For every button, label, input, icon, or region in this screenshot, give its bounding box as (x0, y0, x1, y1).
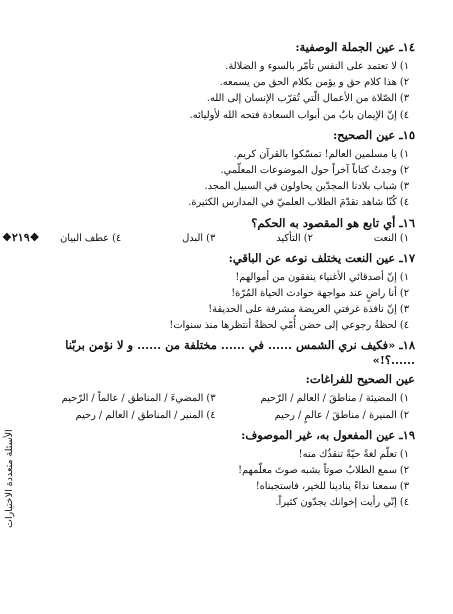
option-3: ٣) سمعنا نداءً ينادينا للخير، فاستجبناه! (255, 481, 409, 493)
option-2: ٢) هذا كلام حق و يؤمن بكلام الحق من يسمعه. (219, 77, 409, 89)
option-1: ١) يا مسلمين العالم! تمسّكوا بالقرآن كريم. (233, 148, 409, 160)
question-17 (30, 251, 415, 335)
option-3: ٣) إنّ نافذة غرفتي العريضة مشرفة على الحديقة! (208, 304, 409, 316)
question-title: ١٨ـ «فكيف نري الشمس ...... في ...... مختلفة من ...... و لا نؤمن بربّنا ......؟!» (65, 338, 415, 368)
option-3: ٣) البدل (182, 232, 216, 244)
question-subtitle: عين الصحيح للفراغات: (305, 372, 415, 387)
question-title: ١٦ـ أي تابع هو المقصود به الحكم؟ (251, 215, 415, 230)
option-2: ٢) سمع الطلابُ صوتاً يشبه صوتَ معلّمهم! (238, 465, 409, 477)
question-title: ١٤ـ عين الجملة الوصفية: (295, 40, 415, 54)
side-label: الأسئلة متعددة الاختيارات (4, 429, 15, 528)
option-2: ٢) أنا راضٍ عند مواجهة حوادث الحياة المُرّة! (231, 287, 409, 299)
option-3: ٣) الصّلاة من الأعمال الّتي تُقرّب الإنسان إلى الله. (206, 93, 409, 105)
option-2: ٢) وجدتُ كتاباً آخراً حول الموضوعات المعلّمي. (220, 165, 409, 177)
option-1: ١) النعت (373, 232, 409, 244)
question-19 (30, 428, 415, 512)
question-15 (30, 128, 415, 212)
option-4: ٤) كُنّا شاهد تقدّمَ الطلاب العلميّ في المدارس الكثيرة. (188, 197, 409, 209)
question-list (30, 40, 415, 512)
option-1: ١) المضيئة / مناطقَ / العالم / الرّحيم (260, 393, 409, 405)
option-1: ١) إنّ أصدقائي الأغنياء ينفقون من أموالهم! (235, 271, 409, 283)
option-3: ٣) المضيءَ / المناطق / عالماً / الرّحيم (61, 393, 216, 405)
option-1: ١) تعلّم لغةً حيّةً تنقذُك منه! (298, 448, 409, 460)
page-number: ❖٢١٩❖ (2, 231, 40, 244)
option-1: ١) لا تعتمد على النفس تأمّر بالسوء و الضلالة. (225, 61, 409, 72)
option-4: ٤) إنّي رأيت إخوانك يجدّون كثيراً. (275, 497, 409, 509)
question-title: ١٩ـ عين المفعول به، غير الموصوف: (241, 427, 415, 442)
question-18 (30, 338, 415, 423)
option-3: ٣) شباب بلادنا المجدّين يحاولون في السبيل المجد. (204, 181, 409, 193)
question-14 (30, 40, 415, 124)
question-title: ١٧ـ عين النعت يختلف نوعه عن الباقي: (228, 250, 415, 265)
question-16 (30, 216, 415, 247)
option-4: ٤) المنير / المناطق / العالم / رحيم (75, 409, 216, 421)
option-row (30, 231, 415, 247)
question-title: ١٥ـ عين الصحيح: (332, 127, 415, 142)
option-4: ٤) لحظةُ رجوعي إلى حضن أُمّي لحظةٌ أنتظرها منذ سنوات! (169, 320, 409, 332)
option-4: ٤) إنّ الإيمان بابٌ من أبواب السعادة فتحه الله لأوليائه. (189, 109, 409, 121)
option-2: ٢) المنيرة / مناطقَ / عالمٍ / رحيم (274, 409, 409, 421)
option-grid (30, 391, 415, 423)
option-4: ٤) عطف البيان (60, 232, 122, 244)
option-2: ٢) التأكيد (276, 232, 313, 244)
